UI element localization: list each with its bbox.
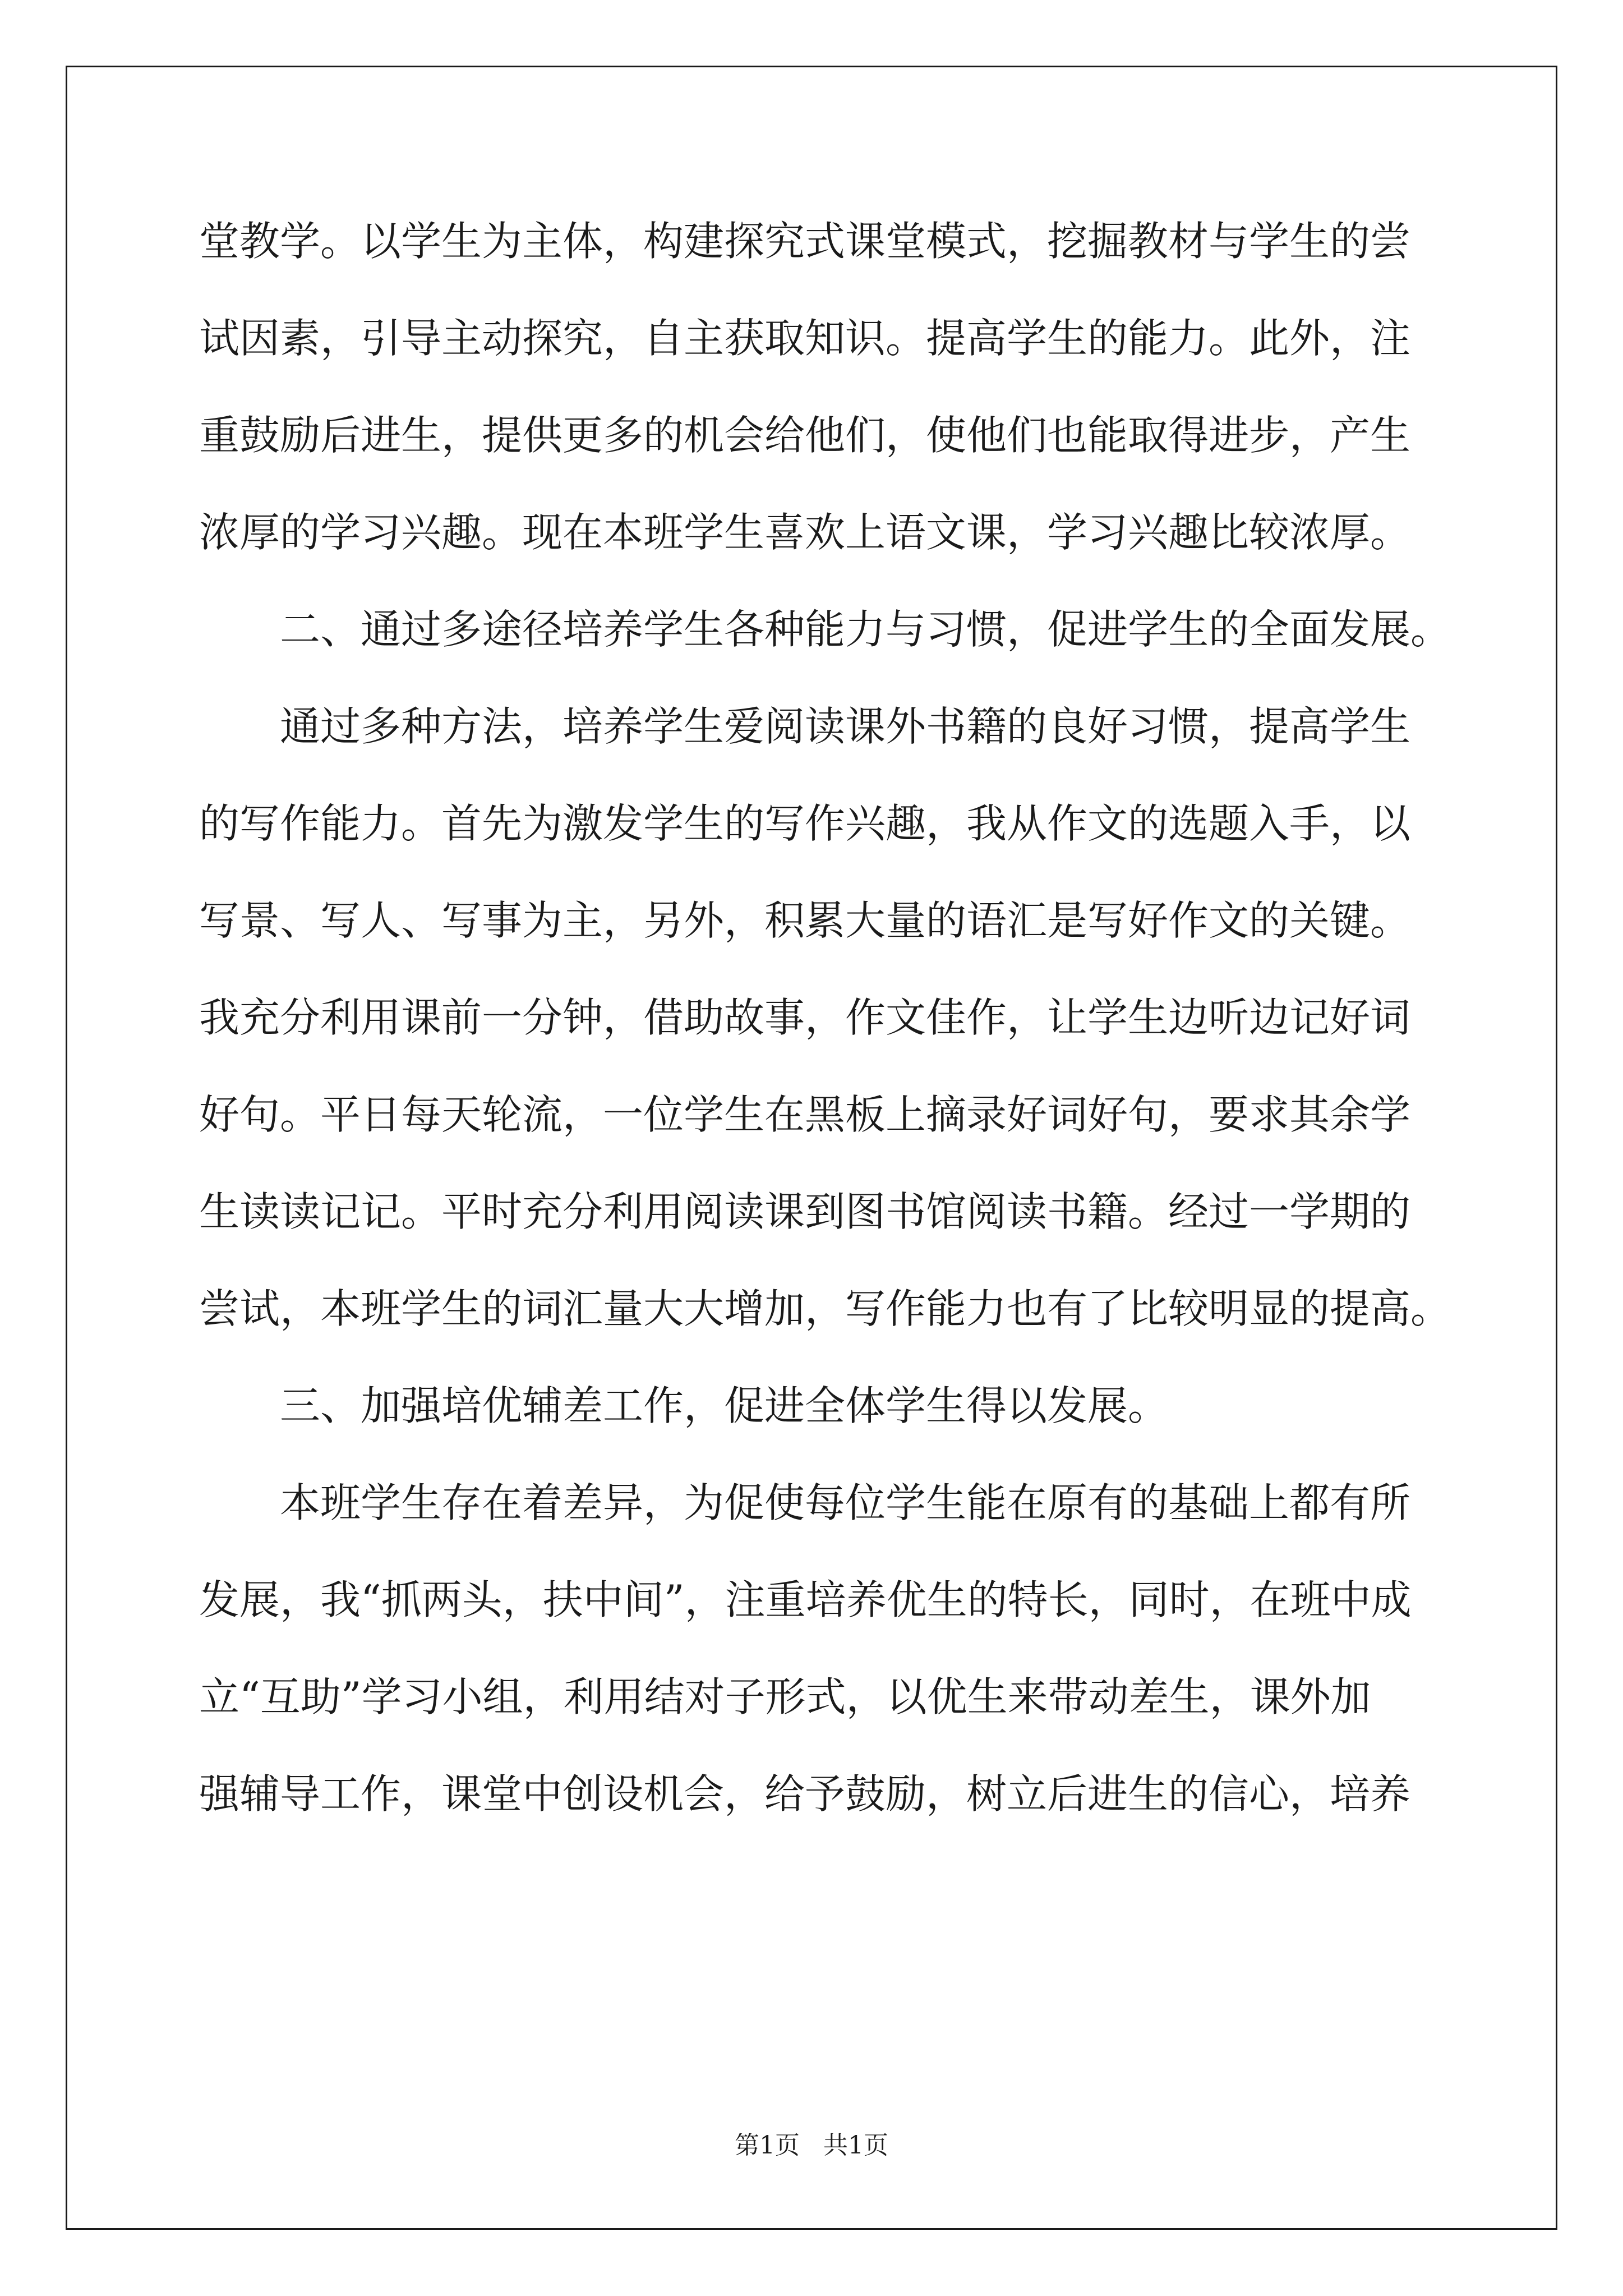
- text-line: 我充分利用课前一分钟，借助故事，作文佳作，让学生边听边记好词: [199, 994, 1411, 1041]
- body-text: [199, 213, 1451, 1863]
- section-heading: 二、通过多途径培养学生各种能力与习惯，促进学生的全面发展。: [280, 606, 1451, 653]
- text-line: 浓厚的学习兴趣。现在本班学生喜欢上语文课，学习兴趣比较浓厚。: [199, 509, 1411, 556]
- text-line: 好句。平日每天轮流，一位学生在黑板上摘录好词好句，要求其余学: [199, 1091, 1411, 1138]
- text-line: 强辅导工作，课堂中创设机会，给予鼓励，树立后进生的信心，培养: [199, 1770, 1411, 1818]
- text-line: 试因素，引导主动探究，自主获取知识。提高学生的能力。此外，注: [199, 315, 1411, 362]
- text-line: 发展，我“抓两头，扶中间”，注重培养优生的特长，同时，在班中成: [199, 1576, 1412, 1623]
- text-line: 本班学生存在着差异，为促使每位学生能在原有的基础上都有所: [280, 1479, 1411, 1526]
- text-line: 的写作能力。首先为激发学生的写作兴趣，我从作文的选题入手，以: [199, 800, 1411, 847]
- text-line: 堂教学。以学生为主体，构建探究式课堂模式，挖掘教材与学生的尝: [199, 218, 1411, 265]
- text-line: 通过多种方法，培养学生爱阅读课外书籍的良好习惯，提高学生: [280, 703, 1411, 750]
- text-line: 重鼓励后进生，提供更多的机会给他们，使他们也能取得进步，产生: [199, 412, 1411, 459]
- section-heading: 三、加强培优辅差工作，促进全体学生得以发展。: [280, 1382, 1169, 1429]
- text-line: 立“互助”学习小组，利用结对子形式，以优生来带动差生，课外加: [199, 1673, 1371, 1720]
- page-footer: 第1页 共1页: [735, 2131, 888, 2160]
- text-line: 写景、写人、写事为主，另外，积累大量的语汇是写好作文的关键。: [199, 897, 1411, 944]
- text-line: 生读读记记。平时充分利用阅读课到图书馆阅读书籍。经过一学期的: [199, 1188, 1411, 1235]
- text-line: 尝试，本班学生的词汇量大大增加，写作能力也有了比较明显的提高。: [199, 1285, 1451, 1332]
